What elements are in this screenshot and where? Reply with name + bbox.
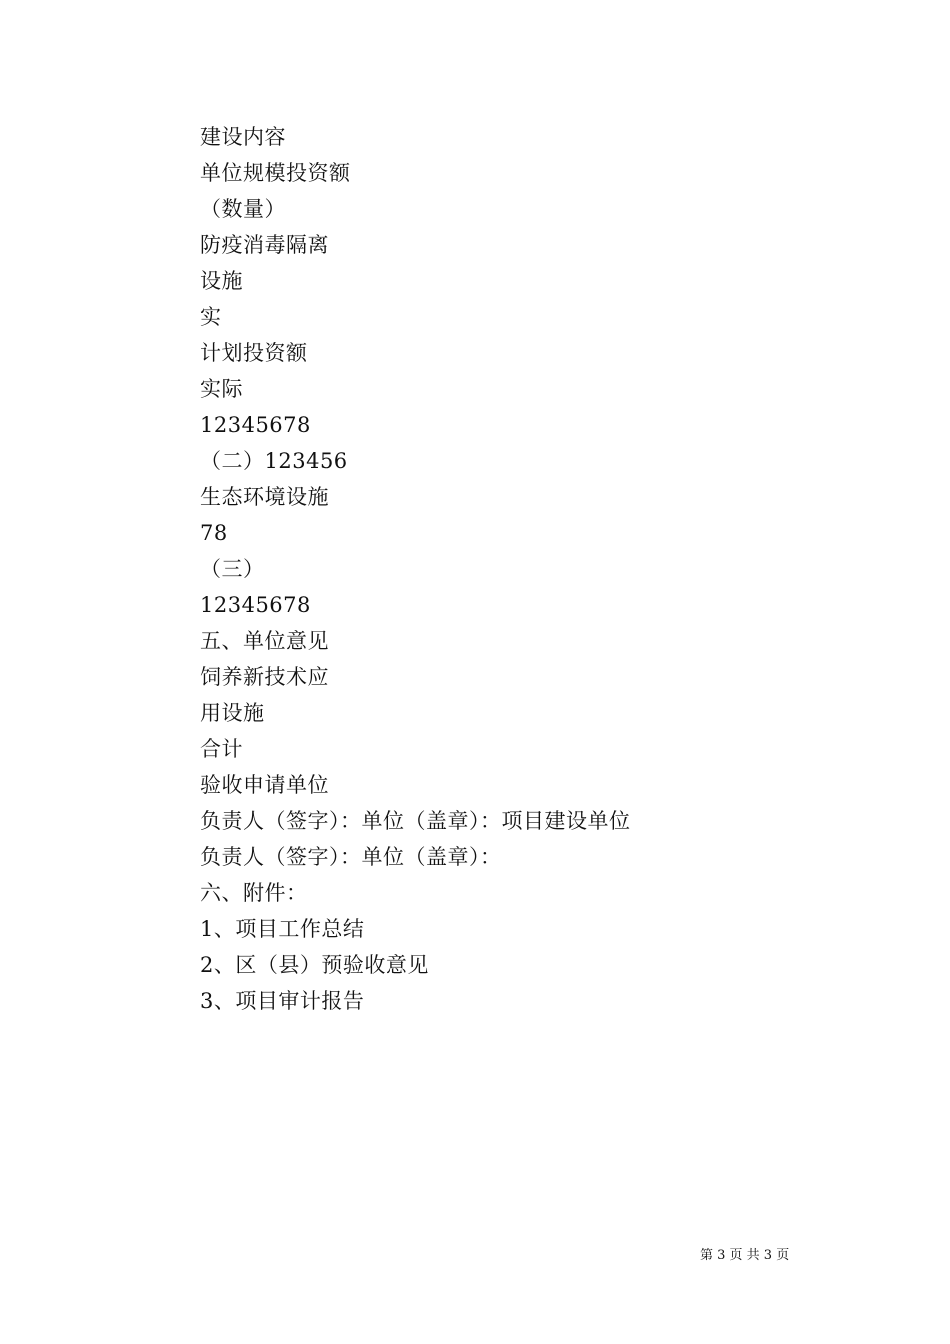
text-line: （三） bbox=[200, 557, 265, 581]
text-line: 单位规模投资额 bbox=[200, 161, 351, 185]
text-line: 实际 bbox=[200, 377, 243, 401]
page-number-footer: 第 3 页 共 3 页 bbox=[700, 1248, 790, 1263]
text-line: 设施 bbox=[200, 269, 243, 293]
text-line: 用设施 bbox=[200, 701, 265, 725]
signature-line: 负责人（签字）：单位（盖章）： bbox=[200, 845, 502, 869]
text-line: （数量） bbox=[200, 197, 286, 221]
text-line: 防疫消毒隔离 bbox=[200, 233, 329, 257]
text-line: 验收申请单位 bbox=[200, 773, 329, 797]
signature-line: 负责人（签字）：单位（盖章）：项目建设单位 bbox=[200, 809, 631, 833]
attachment-item: 2、区（县）预验收意见 bbox=[200, 953, 429, 977]
text-line: 12345678 bbox=[200, 593, 311, 617]
section-heading: 五、单位意见 bbox=[200, 629, 329, 653]
attachment-item: 1、项目工作总结 bbox=[200, 917, 365, 941]
attachment-item: 3、项目审计报告 bbox=[200, 989, 365, 1013]
section-heading: 六、附件： bbox=[200, 881, 308, 905]
text-line: 生态环境设施 bbox=[200, 485, 329, 509]
text-line: 实 bbox=[200, 305, 222, 329]
text-line: 78 bbox=[200, 521, 228, 545]
text-line: （二）123456 bbox=[200, 449, 348, 473]
text-line: 12345678 bbox=[200, 413, 311, 437]
text-line: 建设内容 bbox=[200, 125, 286, 149]
document-body bbox=[200, 119, 820, 1019]
text-line: 计划投资额 bbox=[200, 341, 308, 365]
text-line: 饲养新技术应 bbox=[200, 665, 329, 689]
text-line: 合计 bbox=[200, 737, 243, 761]
